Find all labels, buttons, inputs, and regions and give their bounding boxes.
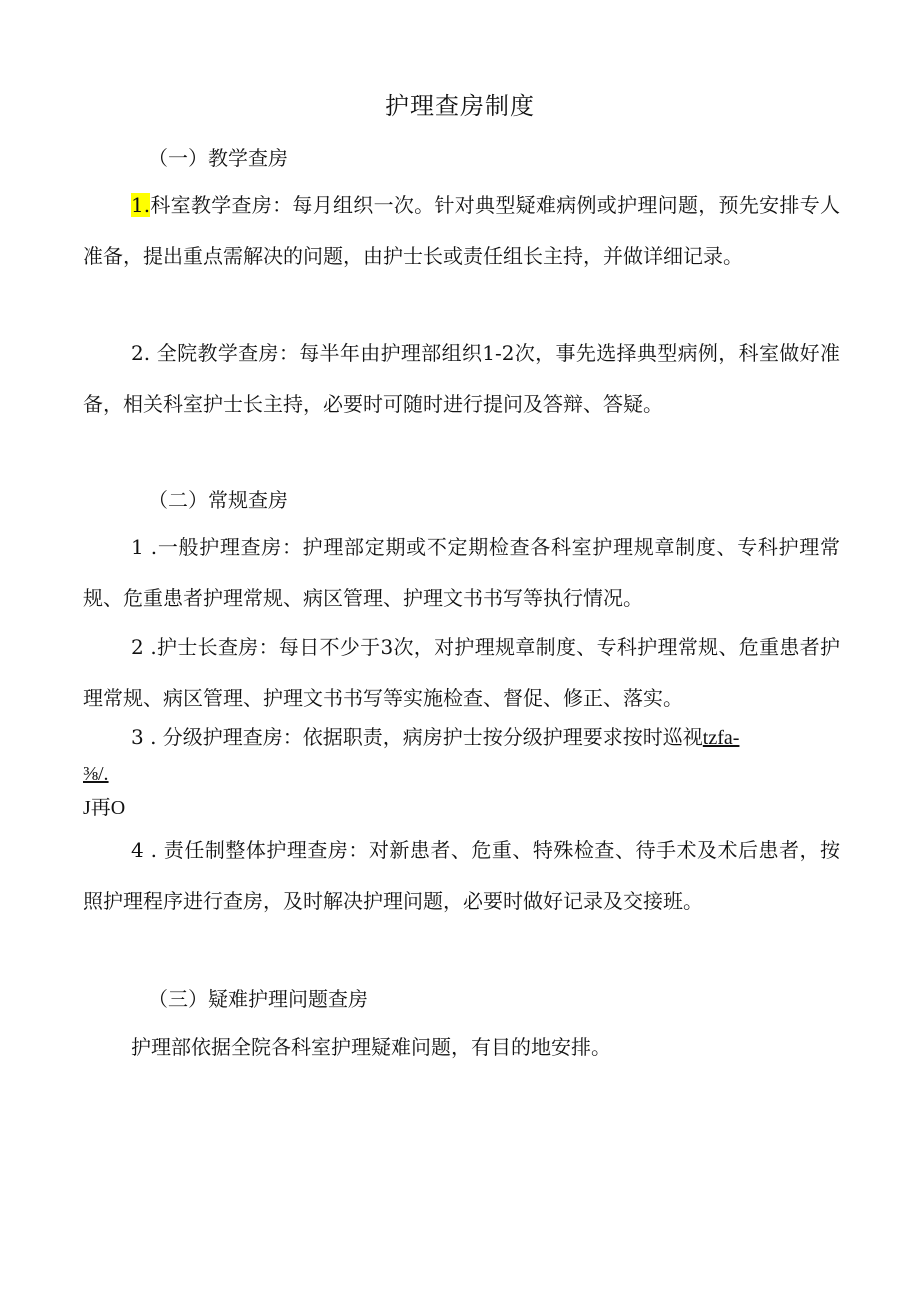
paragraph-department-teaching-rounds [83,180,840,282]
paragraph-text: 3 . 分级护理查房：依据职责，病房护士按分级护理要求按时巡视 [131,725,703,749]
paragraph-integrated-nursing-rounds: 4 . 责任制整体护理查房：对新患者、危重、特殊检查、待手术及术后患者，按照护理程序进行查房，及时解决护理问题，必要时做好记录及交接班。 [83,838,840,913]
section-heading-routine-rounds: （二）常规查房 [148,488,288,512]
paragraph-hospital-teaching-rounds: 2. 全院教学查房：每半年由护理部组织1-2次，事先选择典型病例，科室做好准备，相关科室护士长主持，必要时可随时进行提问及答辩、答疑。 [83,341,840,416]
paragraph-text: 科室教学查房：每月组织一次。针对典型疑难病例或护理问题，预先安排专人准备，提出重点需解决的问题，由护士长或责任组长主持，并做详细记录。 [83,193,840,268]
item-number-highlight: 1. [131,193,151,217]
section-heading-difficult-problem-rounds: （三）疑难护理问题查房 [148,987,368,1011]
garbled-line-3: J再O [83,797,126,819]
garbled-text-2: ⅜/. [83,763,109,785]
garbled-text-1: tzfa- [702,727,740,749]
paragraph-general-nursing-rounds: 1 .一般护理查房：护理部定期或不定期检查各科室护理规章制度、专科护理常规、危重患者护理常规、病区管理、护理文书书写等执行情况。 [83,535,840,610]
section-heading-teaching-rounds: （一）教学查房 [148,146,288,170]
garbled-line-2 [83,762,840,786]
document-title: 护理查房制度 [385,92,535,120]
paragraph-head-nurse-rounds: 2 .护士长查房：每日不少于3次，对护理规章制度、专科护理常规、危重患者护理常规、病区管理、护理文书书写等实施检查、督促、修正、落实。 [83,635,840,710]
paragraph-difficult-problem-arrangement: 护理部依据全院各科室护理疑难问题，有目的地安排。 [131,1035,611,1059]
paragraph-graded-nursing-rounds [83,722,840,753]
